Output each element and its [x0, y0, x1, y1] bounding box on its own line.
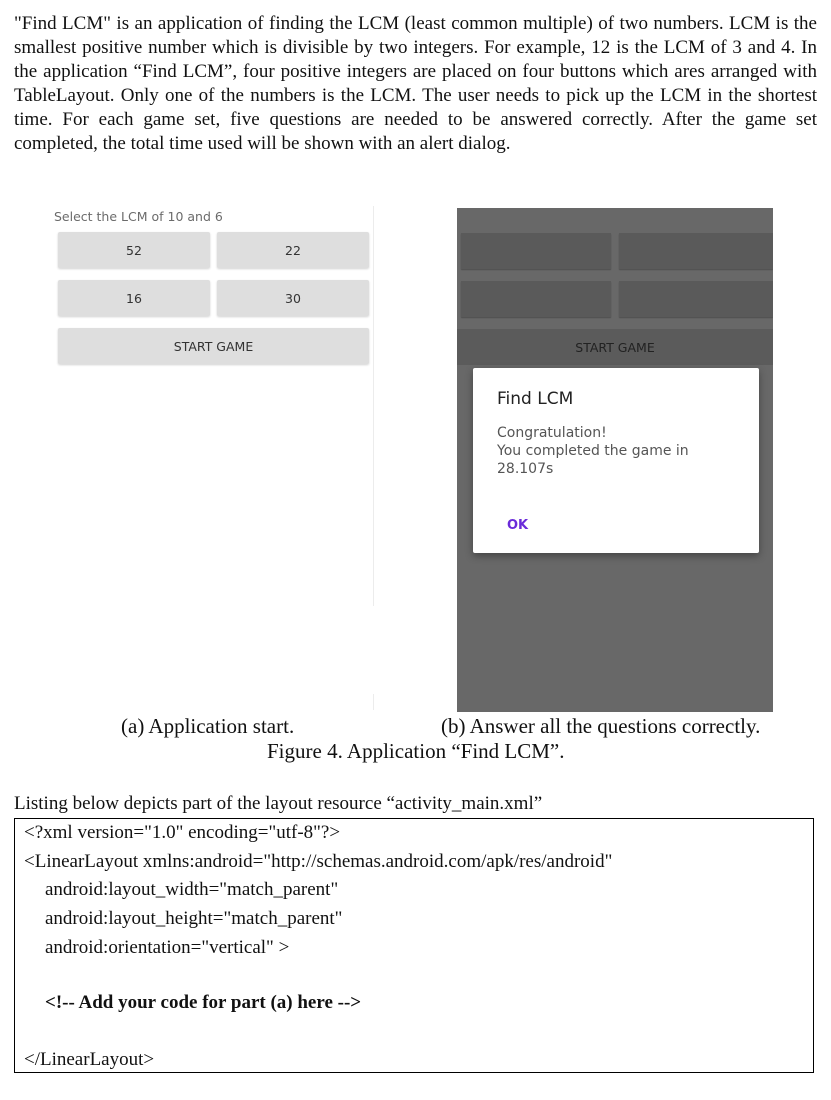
screenshot-application-start	[42, 200, 382, 715]
code-line: <?xml version="1.0" encoding="utf-8"?>	[24, 822, 341, 843]
code-line: android:layout_width="match_parent"	[45, 879, 339, 900]
figure-caption: Figure 4. Application “Find LCM”.	[267, 739, 565, 763]
caption-b: (b) Answer all the questions correctly.	[441, 714, 761, 738]
code-line: </LinearLayout>	[24, 1049, 155, 1070]
dimmed-answer-button	[461, 281, 611, 317]
code-line: <LinearLayout xmlns:android="http://schemas.android.com/apk/res/android"	[24, 851, 613, 872]
question-prompt: Select the LCM of 10 and 6	[54, 209, 223, 224]
dialog-message-line: You completed the game in	[497, 443, 689, 459]
answer-button-3[interactable]: 16	[58, 280, 210, 316]
dialog-message-line: Congratulation!	[497, 425, 607, 441]
dialog-ok-button[interactable]: OK	[507, 518, 529, 533]
dimmed-start-game-button: START GAME	[457, 329, 773, 365]
code-listing	[14, 818, 814, 1073]
answer-button-1[interactable]: 52	[58, 232, 210, 268]
screen-edge	[373, 694, 374, 710]
intro-paragraph: "Find LCM" is an application of finding the LCM (least common multiple) of two numbers. LCM is the smallest positive number which is divisible by two integers. For example, 12 is the LCM of 3 and 4. In the application “Find LCM”, four positive integers are placed on four buttons which ares arranged with TableLayout. Only one of the numbers is the LCM. The user needs to pick up the LCM in the shortest time. For each game set, five questions are needed to be answered correctly. After the game set completed, the total time used will be shown with an alert dialog.	[14, 13, 817, 154]
alert-dialog	[473, 368, 759, 553]
dimmed-answer-button	[619, 233, 773, 269]
listing-intro: Listing below depicts part of the layout resource “activity_main.xml”	[14, 793, 543, 814]
dimmed-answer-button	[461, 233, 611, 269]
dialog-message-line: 28.107s	[497, 461, 554, 477]
code-line: android:orientation="vertical" >	[45, 937, 290, 958]
answer-button-4[interactable]: 30	[217, 280, 369, 316]
code-line: android:layout_height="match_parent"	[45, 908, 343, 929]
screen-edge	[373, 206, 374, 606]
dimmed-answer-button	[619, 281, 773, 317]
start-game-button[interactable]: START GAME	[58, 328, 369, 364]
answer-button-2[interactable]: 22	[217, 232, 369, 268]
caption-a: (a) Application start.	[121, 714, 295, 738]
code-placeholder-comment: <!-- Add your code for part (a) here -->	[45, 992, 362, 1013]
screenshot-game-completed	[457, 208, 773, 712]
dialog-title: Find LCM	[497, 389, 574, 409]
dialog-message	[497, 424, 742, 478]
